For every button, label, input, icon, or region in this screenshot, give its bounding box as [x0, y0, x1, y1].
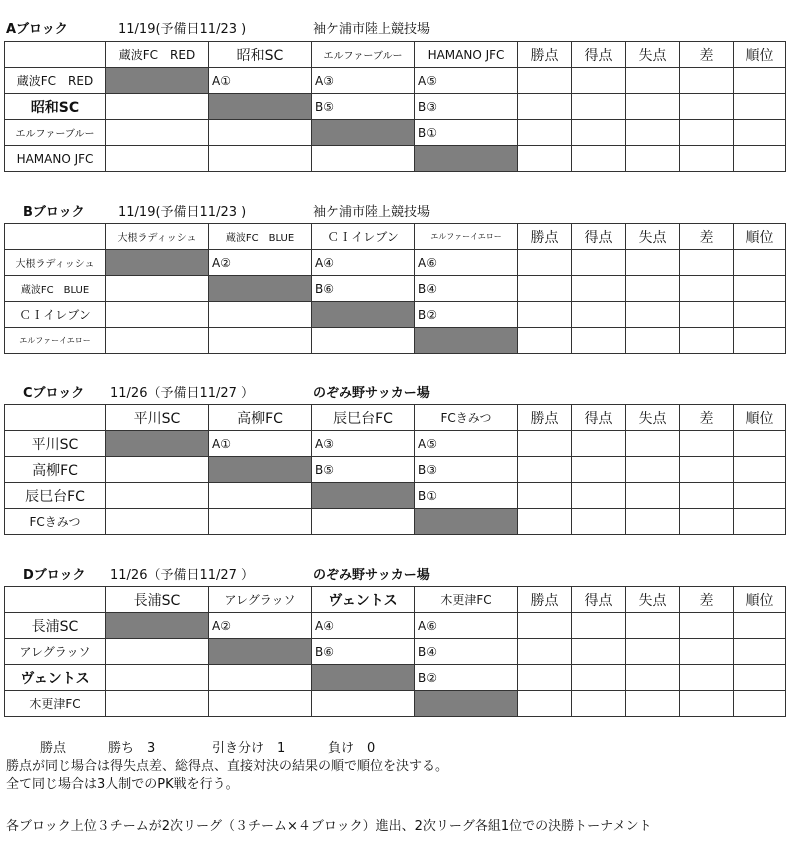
col-header-rank: 順位 — [734, 42, 786, 68]
match-cell — [209, 665, 312, 691]
self-match-cell — [415, 509, 518, 535]
goals-for-cell — [572, 120, 626, 146]
col-header-goals-for: 得点 — [572, 42, 626, 68]
points-cell — [518, 613, 572, 639]
rank-cell — [734, 250, 786, 276]
match-cell — [209, 302, 312, 328]
self-match-cell — [106, 250, 209, 276]
row-team-name: ヴェントス — [5, 665, 106, 691]
goal-diff-cell — [680, 431, 734, 457]
block-a-date: 11/19(予備日11/23 ) — [118, 22, 247, 37]
points-cell — [518, 302, 572, 328]
table-header-row — [5, 224, 786, 250]
col-header-points: 勝点 — [518, 224, 572, 250]
rank-cell — [734, 276, 786, 302]
points-cell — [518, 68, 572, 94]
goals-against-cell — [626, 302, 680, 328]
col-header-team: アレグラッソ — [209, 587, 312, 613]
goal-diff-cell — [680, 509, 734, 535]
table-row — [5, 68, 786, 94]
goal-diff-cell — [680, 94, 734, 120]
advancement-rule: 各ブロック上位３チームが2次リーグ（３チーム×４ブロック）進出、2次リーグ各組1位での決勝トーナメント — [6, 819, 652, 834]
table-row — [5, 328, 786, 354]
match-cell — [106, 120, 209, 146]
row-team-name: 辰巳台FC — [5, 483, 106, 509]
goal-diff-cell — [680, 483, 734, 509]
goals-against-cell — [626, 639, 680, 665]
self-match-cell — [209, 94, 312, 120]
table-header-row — [5, 42, 786, 68]
block-d-venue: のぞみ野サッカー場 — [313, 568, 430, 583]
col-header-rank: 順位 — [734, 587, 786, 613]
match-cell — [106, 665, 209, 691]
points-cell — [518, 276, 572, 302]
rank-cell — [734, 146, 786, 172]
self-match-cell — [209, 457, 312, 483]
match-cell: A② — [209, 250, 312, 276]
match-cell: A⑤ — [415, 68, 518, 94]
self-match-cell — [415, 146, 518, 172]
col-header-team: エルファーブルー — [312, 42, 415, 68]
tiebreak-rule: 勝点が同じ場合は得失点差、総得点、直接対決の結果の順で順位を決する。 — [6, 759, 449, 774]
goals-against-cell — [626, 691, 680, 717]
goals-for-cell — [572, 68, 626, 94]
goals-against-cell — [626, 146, 680, 172]
rank-cell — [734, 639, 786, 665]
block-d-date: 11/26（予備日11/27 ） — [110, 568, 255, 583]
col-header-team: 昭和SC — [209, 42, 312, 68]
match-cell: B③ — [415, 457, 518, 483]
row-team-name: 昭和SC — [5, 94, 106, 120]
table-row — [5, 94, 786, 120]
points-cell — [518, 639, 572, 665]
goal-diff-cell — [680, 639, 734, 665]
points-cell — [518, 146, 572, 172]
goal-diff-cell — [680, 276, 734, 302]
match-cell: A① — [209, 431, 312, 457]
table-row — [5, 431, 786, 457]
goal-diff-cell — [680, 302, 734, 328]
corner-cell — [5, 224, 106, 250]
match-cell — [209, 691, 312, 717]
self-match-cell — [415, 328, 518, 354]
row-team-name: HAMANO JFC — [5, 146, 106, 172]
goals-against-cell — [626, 509, 680, 535]
self-match-cell — [312, 302, 415, 328]
match-cell — [312, 328, 415, 354]
match-cell — [106, 146, 209, 172]
match-cell: B② — [415, 302, 518, 328]
col-header-rank: 順位 — [734, 224, 786, 250]
col-header-points: 勝点 — [518, 587, 572, 613]
match-cell — [106, 509, 209, 535]
points-cell — [518, 94, 572, 120]
rank-cell — [734, 509, 786, 535]
match-cell: B③ — [415, 94, 518, 120]
points-cell — [518, 483, 572, 509]
block-a-name: Aブロック — [6, 22, 68, 37]
block-d-name: Dブロック — [23, 568, 86, 583]
match-cell: B① — [415, 120, 518, 146]
match-cell: A④ — [312, 250, 415, 276]
self-match-cell — [312, 120, 415, 146]
row-team-name: 大根ラディッシュ — [5, 250, 106, 276]
table-row — [5, 509, 786, 535]
goals-against-cell — [626, 94, 680, 120]
match-cell: B④ — [415, 639, 518, 665]
col-header-goals-for: 得点 — [572, 224, 626, 250]
match-cell — [106, 691, 209, 717]
row-team-name: 平川SC — [5, 431, 106, 457]
points-win: 勝ち 3 — [108, 741, 156, 756]
goal-diff-cell — [680, 665, 734, 691]
col-header-rank: 順位 — [734, 405, 786, 431]
goals-against-cell — [626, 276, 680, 302]
col-header-goal-diff: 差 — [680, 224, 734, 250]
goals-against-cell — [626, 328, 680, 354]
goals-for-cell — [572, 431, 626, 457]
rank-cell — [734, 302, 786, 328]
col-header-goals-for: 得点 — [572, 405, 626, 431]
corner-cell — [5, 42, 106, 68]
match-cell — [209, 120, 312, 146]
goals-for-cell — [572, 276, 626, 302]
col-header-team: 辰巳台FC — [312, 405, 415, 431]
match-cell: A③ — [312, 68, 415, 94]
col-header-team: エルファーイエロー — [415, 224, 518, 250]
goals-against-cell — [626, 250, 680, 276]
col-header-team: 木更津FC — [415, 587, 518, 613]
goals-against-cell — [626, 68, 680, 94]
row-team-name: エルファーブルー — [5, 120, 106, 146]
col-header-team: ヴェントス — [312, 587, 415, 613]
points-draw: 引き分け 1 — [212, 741, 286, 756]
match-cell: A② — [209, 613, 312, 639]
points-cell — [518, 509, 572, 535]
goals-against-cell — [626, 431, 680, 457]
goals-for-cell — [572, 328, 626, 354]
col-header-goals-against: 失点 — [626, 42, 680, 68]
match-cell — [106, 276, 209, 302]
table-row — [5, 302, 786, 328]
self-match-cell — [415, 691, 518, 717]
match-cell: A⑤ — [415, 431, 518, 457]
points-label: 勝点 — [40, 741, 67, 756]
col-header-team: 蔵波FC RED — [106, 42, 209, 68]
goals-for-cell — [572, 639, 626, 665]
row-team-name: 蔵波FC RED — [5, 68, 106, 94]
rank-cell — [734, 483, 786, 509]
goals-for-cell — [572, 457, 626, 483]
table-row — [5, 120, 786, 146]
points-cell — [518, 120, 572, 146]
table-row — [5, 613, 786, 639]
col-header-team: 平川SC — [106, 405, 209, 431]
table-row — [5, 483, 786, 509]
row-team-name: 高柳FC — [5, 457, 106, 483]
match-cell: A③ — [312, 431, 415, 457]
match-cell — [106, 302, 209, 328]
self-match-cell — [209, 639, 312, 665]
col-header-team: 蔵波FC BLUE — [209, 224, 312, 250]
points-cell — [518, 431, 572, 457]
match-cell: B⑤ — [312, 457, 415, 483]
col-header-team: 高柳FC — [209, 405, 312, 431]
points-cell — [518, 691, 572, 717]
match-cell — [312, 146, 415, 172]
match-cell: A④ — [312, 613, 415, 639]
goals-for-cell — [572, 665, 626, 691]
goal-diff-cell — [680, 68, 734, 94]
goals-for-cell — [572, 691, 626, 717]
goals-against-cell — [626, 613, 680, 639]
col-header-goals-against: 失点 — [626, 224, 680, 250]
match-cell: B⑥ — [312, 639, 415, 665]
row-team-name: 長浦SC — [5, 613, 106, 639]
rank-cell — [734, 613, 786, 639]
col-header-goals-against: 失点 — [626, 405, 680, 431]
match-cell — [209, 328, 312, 354]
points-cell — [518, 665, 572, 691]
self-match-cell — [312, 483, 415, 509]
points-cell — [518, 328, 572, 354]
goal-diff-cell — [680, 250, 734, 276]
goals-for-cell — [572, 250, 626, 276]
match-cell: B⑤ — [312, 94, 415, 120]
table-row — [5, 639, 786, 665]
goal-diff-cell — [680, 328, 734, 354]
block-b-table — [4, 223, 786, 354]
rank-cell — [734, 457, 786, 483]
self-match-cell — [106, 431, 209, 457]
goals-for-cell — [572, 509, 626, 535]
block-c-date: 11/26（予備日11/27 ） — [110, 386, 255, 401]
match-cell: A⑥ — [415, 613, 518, 639]
rank-cell — [734, 120, 786, 146]
goals-against-cell — [626, 120, 680, 146]
goals-for-cell — [572, 146, 626, 172]
col-header-team: 大根ラディッシュ — [106, 224, 209, 250]
goals-for-cell — [572, 613, 626, 639]
row-team-name: 蔵波FC BLUE — [5, 276, 106, 302]
goals-against-cell — [626, 457, 680, 483]
block-c-table — [4, 404, 786, 535]
match-cell: B④ — [415, 276, 518, 302]
block-b-name: Bブロック — [23, 205, 85, 220]
block-c-name: Cブロック — [23, 386, 85, 401]
goals-for-cell — [572, 302, 626, 328]
row-team-name: アレグラッソ — [5, 639, 106, 665]
col-header-points: 勝点 — [518, 405, 572, 431]
goal-diff-cell — [680, 457, 734, 483]
block-d-table — [4, 586, 786, 717]
table-row — [5, 665, 786, 691]
match-cell: B⑥ — [312, 276, 415, 302]
match-cell — [106, 94, 209, 120]
rank-cell — [734, 68, 786, 94]
self-match-cell — [106, 68, 209, 94]
match-cell — [106, 457, 209, 483]
goals-against-cell — [626, 483, 680, 509]
block-c-venue: のぞみ野サッカー場 — [313, 386, 430, 401]
match-cell — [106, 328, 209, 354]
col-header-goals-against: 失点 — [626, 587, 680, 613]
goal-diff-cell — [680, 613, 734, 639]
rank-cell — [734, 94, 786, 120]
block-a-venue: 袖ケ浦市陸上競技場 — [313, 22, 431, 37]
match-cell — [209, 146, 312, 172]
self-match-cell — [209, 276, 312, 302]
rank-cell — [734, 431, 786, 457]
match-cell: A① — [209, 68, 312, 94]
match-cell — [106, 483, 209, 509]
points-cell — [518, 250, 572, 276]
col-header-goal-diff: 差 — [680, 42, 734, 68]
match-cell: A⑥ — [415, 250, 518, 276]
col-header-team: FCきみつ — [415, 405, 518, 431]
match-cell — [209, 509, 312, 535]
table-row — [5, 146, 786, 172]
col-header-goals-for: 得点 — [572, 587, 626, 613]
col-header-team: ＣＩイレブン — [312, 224, 415, 250]
row-team-name: FCきみつ — [5, 509, 106, 535]
col-header-team: HAMANO JFC — [415, 42, 518, 68]
match-cell — [209, 483, 312, 509]
points-loss: 負け 0 — [328, 741, 376, 756]
block-a-table — [4, 41, 786, 172]
col-header-goal-diff: 差 — [680, 405, 734, 431]
goals-for-cell — [572, 483, 626, 509]
table-row — [5, 691, 786, 717]
block-b-date: 11/19(予備日11/23 ) — [118, 205, 247, 220]
table-header-row — [5, 405, 786, 431]
points-cell — [518, 457, 572, 483]
block-b-venue: 袖ケ浦市陸上競技場 — [313, 205, 431, 220]
table-header-row — [5, 587, 786, 613]
match-cell — [106, 639, 209, 665]
self-match-cell — [312, 665, 415, 691]
col-header-team: 長浦SC — [106, 587, 209, 613]
corner-cell — [5, 587, 106, 613]
row-team-name: ＣＩイレブン — [5, 302, 106, 328]
col-header-goal-diff: 差 — [680, 587, 734, 613]
col-header-points: 勝点 — [518, 42, 572, 68]
pk-rule: 全て同じ場合は3人制でのPK戦を行う。 — [6, 777, 239, 792]
row-team-name: エルファーイエロー — [5, 328, 106, 354]
goal-diff-cell — [680, 146, 734, 172]
match-cell: B① — [415, 483, 518, 509]
table-row — [5, 457, 786, 483]
match-cell: B② — [415, 665, 518, 691]
table-row — [5, 276, 786, 302]
goal-diff-cell — [680, 691, 734, 717]
rank-cell — [734, 665, 786, 691]
row-team-name: 木更津FC — [5, 691, 106, 717]
goal-diff-cell — [680, 120, 734, 146]
match-cell — [312, 509, 415, 535]
match-cell — [312, 691, 415, 717]
self-match-cell — [106, 613, 209, 639]
goals-for-cell — [572, 94, 626, 120]
rank-cell — [734, 328, 786, 354]
corner-cell — [5, 405, 106, 431]
goals-against-cell — [626, 665, 680, 691]
table-row — [5, 250, 786, 276]
rank-cell — [734, 691, 786, 717]
